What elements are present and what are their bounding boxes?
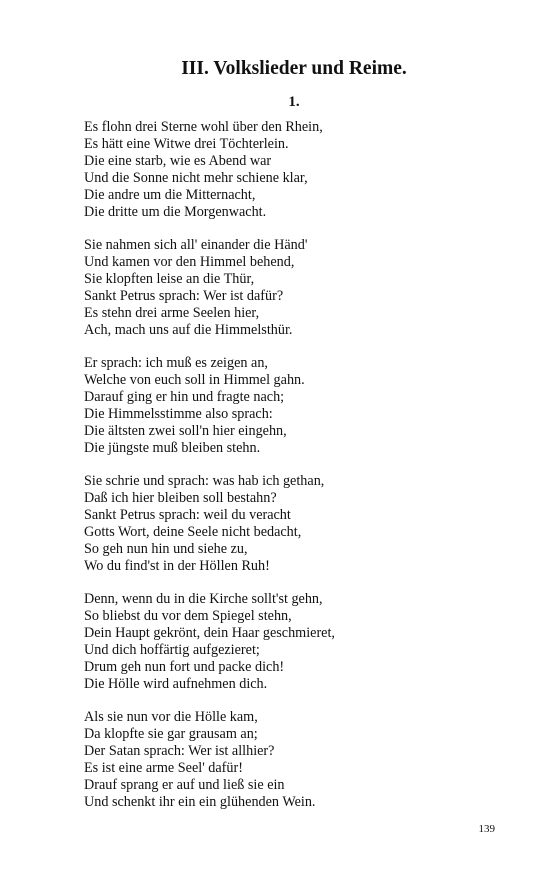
chapter-title: III. Volkslieder und Reime.: [181, 58, 407, 79]
poem-line: Daß ich hier bleiben soll bestahn?: [84, 490, 277, 506]
poem-line: Welche von euch soll in Himmel gahn.: [84, 372, 305, 388]
poem-line: Sie schrie und sprach: was hab ich gethan,: [84, 473, 325, 489]
stanza: [84, 709, 504, 811]
poem-line: Dein Haupt gekrönt, dein Haar geschmieret,: [84, 625, 335, 641]
poem-line: Und kamen vor den Himmel behend,: [84, 254, 295, 270]
poem-line: Es ist eine arme Seel' dafür!: [84, 760, 243, 776]
poem-line: Die Hölle wird aufnehmen dich.: [84, 676, 268, 692]
poem-line: Drum geh nun fort und packe dich!: [84, 659, 285, 675]
poem-line: Und dich hoffärtig aufgezieret;: [84, 642, 260, 658]
poem-line: So bliebst du vor dem Spiegel stehn,: [84, 608, 292, 624]
poem-number: 1.: [288, 94, 300, 110]
poem-line: Da klopfte sie gar grausam an;: [84, 726, 258, 742]
poem-line: Und schenkt ihr ein ein glühenden Wein.: [84, 794, 316, 810]
poem-line: Gotts Wort, deine Seele nicht bedacht,: [84, 524, 302, 540]
poem-line: So geh nun hin und siehe zu,: [84, 541, 248, 557]
poem-line: Es stehn drei arme Seelen hier,: [84, 305, 260, 321]
stanza: [84, 473, 504, 575]
poem-line: Die Himmelsstimme also sprach:: [84, 406, 273, 422]
poem-line: Die jüngste muß bleiben stehn.: [84, 440, 261, 456]
poem-line: Als sie nun vor die Hölle kam,: [84, 709, 258, 725]
poem-line: Es hätt eine Witwe drei Töchterlein.: [84, 136, 289, 152]
poem-line: Die ältsten zwei soll'n hier eingehn,: [84, 423, 287, 439]
stanza: [84, 237, 504, 339]
poem-line: Die dritte um die Morgenwacht.: [84, 204, 267, 220]
poem-line: Der Satan sprach: Wer ist allhier?: [84, 743, 275, 759]
poem-line: Sankt Petrus sprach: Wer ist dafür?: [84, 288, 284, 304]
poem-body: [84, 119, 504, 827]
poem-line: Wo du find'st in der Höllen Ruh!: [84, 558, 270, 574]
stanza: [84, 591, 504, 693]
poem-line: Die andre um die Mitternacht,: [84, 187, 256, 203]
poem-line: Er sprach: ich muß es zeigen an,: [84, 355, 268, 371]
poem-line: Und die Sonne nicht mehr schiene klar,: [84, 170, 308, 186]
stanza: [84, 119, 504, 221]
poem-line: Sie klopften leise an die Thür,: [84, 271, 255, 287]
page-number: 139: [478, 823, 495, 835]
poem-line: Darauf ging er hin und fragte nach;: [84, 389, 285, 405]
stanza: [84, 355, 504, 457]
poem-line: Es flohn drei Sterne wohl über den Rhein,: [84, 119, 323, 135]
poem-line: Drauf sprang er auf und ließ sie ein: [84, 777, 285, 793]
poem-line: Die eine starb, wie es Abend war: [84, 153, 272, 169]
poem-line: Sankt Petrus sprach: weil du veracht: [84, 507, 291, 523]
poem-line: Sie nahmen sich all' einander die Händ': [84, 237, 308, 253]
poem-line: Ach, mach uns auf die Himmelsthür.: [84, 322, 293, 338]
poem-line: Denn, wenn du in die Kirche sollt'st gehn,: [84, 591, 323, 607]
